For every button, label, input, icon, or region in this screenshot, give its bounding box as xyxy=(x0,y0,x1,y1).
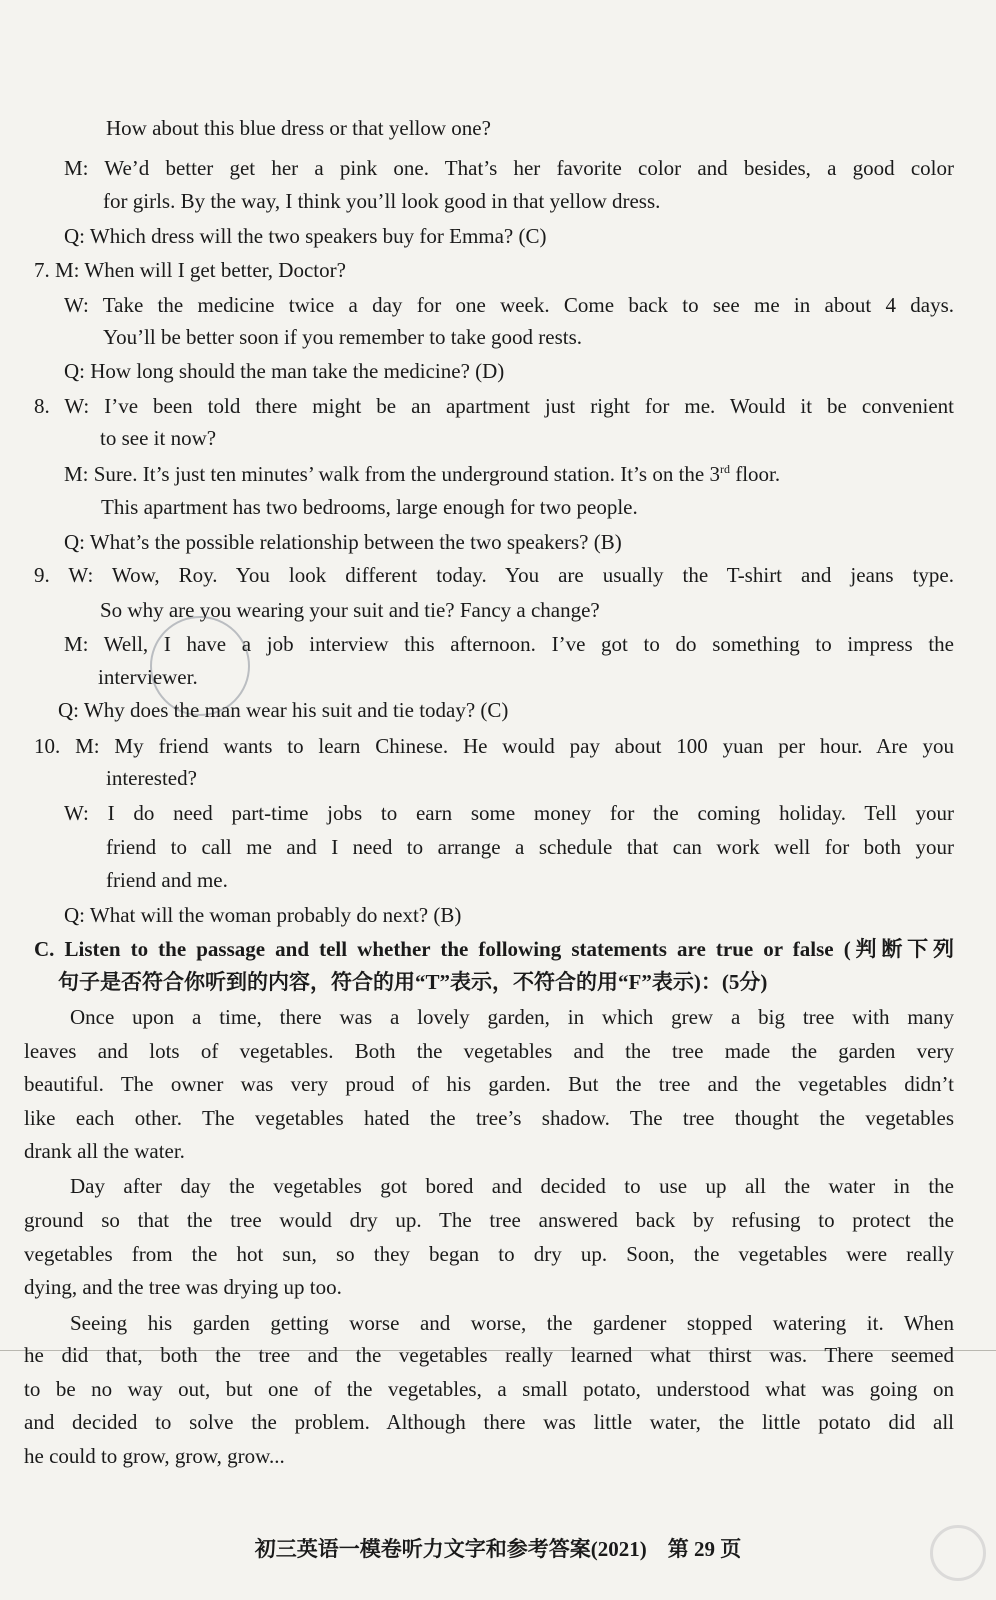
text-line: W: Take the medicine twice a day for one week. Come back to see me in about 4 days. xyxy=(64,293,954,317)
text-line: How about this blue dress or that yellow one? xyxy=(106,116,491,140)
text-line: drank all the water. xyxy=(24,1139,185,1163)
text-line: interested? xyxy=(106,766,197,790)
text-line: leaves and lots of vegetables. Both the vegetables and the tree made the garden very xyxy=(24,1039,954,1063)
text-line: 8. W: I’ve been told there might be an apartment just right for me. Would it be convenient xyxy=(34,394,954,418)
text-line: Once upon a time, there was a lovely garden, in which grew a big tree with many xyxy=(70,1005,954,1029)
text-line: Q: What will the woman probably do next? (B) xyxy=(64,903,462,927)
text-line: You’ll be better soon if you remember to take good rests. xyxy=(103,325,583,349)
text-line: Day after day the vegetables got bored and decided to use up all the water in the xyxy=(70,1174,954,1198)
text-line: and decided to solve the problem. Although there was little water, the little potato did all xyxy=(24,1410,954,1434)
text-line: beautiful. The owner was very proud of his garden. But the tree and the vegetables didn’t xyxy=(24,1072,954,1096)
text-line: Seeing his garden getting worse and worse, the gardener stopped watering it. When xyxy=(70,1311,954,1335)
section-heading: 句子是否符合你听到的内容，符合的用“T”表示，不符合的用“F”表示)：(5分) xyxy=(58,970,768,994)
text-line: So why are you wearing your suit and tie? Fancy a change? xyxy=(100,598,600,622)
text-line: 9. W: Wow, Roy. You look different today. You are usually the T-shirt and jeans type. xyxy=(34,563,954,587)
page-footer: 初三英语一模卷听力文字和参考答案(2021) 第 29 页 xyxy=(254,1537,742,1561)
text-line: friend to call me and I need to arrange a schedule that can work well for both your xyxy=(106,835,954,859)
text-line: friend and me. xyxy=(106,868,228,892)
text-line: Q: Which dress will the two speakers buy for Emma? (C) xyxy=(64,224,547,248)
text-line: vegetables from the hot sun, so they began to dry up. Soon, the vegetables were really xyxy=(24,1242,954,1266)
text-line: he could to grow, grow, grow... xyxy=(24,1444,285,1468)
text-line: he did that, both the tree and the vegetables really learned what thirst was. There seemed xyxy=(24,1343,954,1367)
text-line: Q: Why does the man wear his suit and tie today? (C) xyxy=(58,698,509,722)
section-heading: C. Listen to the passage and tell whether the following statements are true or false (判断下列 xyxy=(34,937,954,961)
text-line: M: Well, I have a job interview this afternoon. I’ve got to do something to impress the xyxy=(64,632,954,656)
text-line: dying, and the tree was drying up too. xyxy=(24,1275,342,1299)
text-line: interviewer. xyxy=(98,665,198,689)
text-line: This apartment has two bedrooms, large enough for two people. xyxy=(101,495,638,519)
text-line: Q: How long should the man take the medicine? (D) xyxy=(64,359,505,383)
text-line: W: I do need part-time jobs to earn some money for the coming holiday. Tell your xyxy=(64,801,954,825)
text-line: 10. M: My friend wants to learn Chinese. He would pay about 100 yuan per hour. Are you xyxy=(34,734,954,758)
text-line: to be no way out, but one of the vegetables, a small potato, understood what was going on xyxy=(24,1377,954,1401)
text-line: like each other. The vegetables hated the tree’s shadow. The tree thought the vegetables xyxy=(24,1106,954,1130)
text-line: Q: What’s the possible relationship between the two speakers? (B) xyxy=(64,530,622,554)
text-line: ground so that the tree would dry up. The tree answered back by refusing to protect the xyxy=(24,1208,954,1232)
watermark-logo xyxy=(930,1525,986,1581)
text-line: for girls. By the way, I think you’ll look good in that yellow dress. xyxy=(103,189,661,213)
text-line: 7. M: When will I get better, Doctor? xyxy=(34,258,346,282)
text-line: M: Sure. It’s just ten minutes’ walk from the underground station. It’s on the 3rd floor. xyxy=(64,462,781,486)
text-line: M: We’d better get her a pink one. That’s her favorite color and besides, a good color xyxy=(64,156,954,180)
text-line: to see it now? xyxy=(100,426,217,450)
